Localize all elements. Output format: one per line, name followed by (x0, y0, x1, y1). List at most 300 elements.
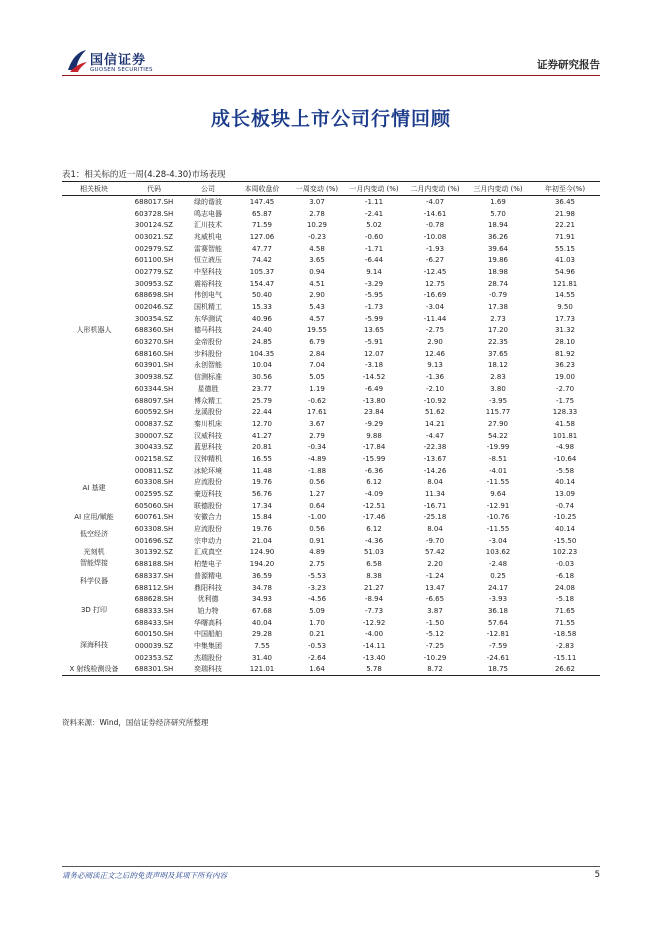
value-cell: -2.48 (488, 560, 508, 569)
page-number: 5 (594, 870, 600, 880)
table-row (62, 301, 600, 313)
value-cell: 37.65 (487, 349, 509, 358)
value-cell: 0.56 (309, 478, 325, 487)
value-cell: 9.13 (427, 361, 443, 370)
company-cell: 中集集团 (194, 641, 222, 650)
market-performance-table (62, 181, 600, 676)
value-cell: 41.27 (251, 431, 273, 440)
table-row (62, 406, 600, 418)
value-cell: 29.28 (251, 630, 273, 639)
table-row (62, 441, 600, 453)
table-header-row (62, 182, 600, 196)
value-cell: -0.34 (307, 443, 327, 452)
value-cell: -22.38 (423, 443, 447, 452)
table-row (62, 231, 600, 243)
value-cell: 40.04 (251, 618, 273, 627)
stock-code-cell: 601100.SH (134, 256, 174, 265)
value-cell: -4.47 (425, 431, 445, 440)
company-cell: 奕瑞科技 (182, 664, 234, 676)
value-cell: 1.64 (290, 664, 344, 676)
stock-code-cell: 605060.SH (134, 501, 174, 510)
value-cell: 19.55 (306, 326, 328, 335)
value-cell: 4.89 (309, 548, 325, 557)
company-cell: 德马科技 (194, 326, 222, 335)
value-cell: -0.79 (488, 291, 508, 300)
sector-cell: 人形机器人 (76, 325, 112, 334)
value-cell: -12.91 (486, 501, 510, 510)
value-cell: -25.18 (423, 513, 447, 522)
value-cell: -2.10 (425, 384, 445, 393)
value-cell: 10.29 (306, 221, 328, 230)
column-header: 一月内变动 (%) (344, 182, 404, 196)
table-row (62, 395, 600, 407)
value-cell: -4.00 (364, 630, 384, 639)
company-cell: 中国船舶 (194, 630, 222, 639)
guosen-logo-mark-icon (66, 48, 88, 74)
value-cell: 27.90 (487, 419, 509, 428)
value-cell: 18.94 (487, 221, 509, 230)
value-cell: 8.04 (427, 525, 443, 534)
value-cell: 1.19 (309, 384, 325, 393)
stock-code-cell: 688433.SH (134, 618, 174, 627)
value-cell: -16.71 (423, 501, 447, 510)
value-cell: -9.29 (364, 419, 384, 428)
value-cell: 71.91 (554, 232, 576, 241)
value-cell: -7.73 (364, 606, 384, 615)
value-cell: -1.11 (364, 197, 384, 206)
value-cell: 11.48 (251, 466, 273, 475)
table-row (62, 488, 600, 500)
company-cell: 秦川机床 (194, 419, 222, 428)
value-cell: 5.09 (309, 606, 325, 615)
value-cell: 34.93 (251, 595, 273, 604)
stock-code-cell: 603308.SH (134, 525, 174, 534)
value-cell: 124.90 (249, 548, 275, 557)
column-header: 年初至今(%) (530, 182, 600, 196)
value-cell: -2.41 (364, 209, 384, 218)
header-divider (62, 75, 600, 76)
value-cell: -0.62 (307, 396, 327, 405)
value-cell: 15.33 (251, 303, 273, 312)
table-row (62, 570, 600, 582)
sector-cell: AI 基建 (82, 483, 106, 492)
value-cell: 55.15 (554, 244, 576, 253)
company-cell: 冰轮环境 (194, 466, 222, 475)
company-cell: 联德股份 (194, 501, 222, 510)
value-cell: -1.73 (364, 303, 384, 312)
footer-divider (62, 866, 600, 867)
stock-code-cell: 002158.SZ (134, 454, 174, 463)
stock-code-cell: 600592.SH (134, 408, 174, 417)
value-cell: 22.44 (251, 408, 273, 417)
value-cell: 22.35 (487, 338, 509, 347)
value-cell: 18.98 (487, 267, 509, 276)
value-cell: 8.38 (366, 571, 382, 580)
value-cell: -0.78 (425, 221, 445, 230)
value-cell: 8.04 (427, 478, 443, 487)
value-cell: 3.87 (427, 606, 443, 615)
value-cell: 15.84 (251, 513, 273, 522)
stock-code-cell: 300433.SZ (134, 443, 174, 452)
table-row (62, 196, 600, 208)
value-cell: 19.76 (251, 525, 273, 534)
value-cell: -12.45 (423, 267, 447, 276)
sector-cell: 深海科技 (80, 641, 108, 650)
stock-code-cell: 688360.SH (134, 326, 174, 335)
stock-code-cell: 001696.SZ (134, 536, 174, 545)
value-cell: -15.50 (553, 536, 577, 545)
table-row (62, 558, 600, 570)
value-cell: 2.73 (490, 314, 506, 323)
value-cell: 19.86 (487, 256, 509, 265)
value-cell: -1.36 (425, 373, 445, 382)
value-cell: 14.21 (424, 419, 446, 428)
value-cell: -3.04 (425, 303, 445, 312)
value-cell: 67.68 (251, 606, 273, 615)
value-cell: 5.02 (366, 221, 382, 230)
table-row (62, 593, 600, 605)
value-cell: 7.55 (254, 641, 270, 650)
table-row (62, 617, 600, 629)
column-header: 本周收盘价 (234, 182, 290, 196)
stock-code-cell: 688698.SH (134, 291, 174, 300)
value-cell: -3.29 (364, 279, 384, 288)
value-cell: -9.70 (425, 536, 445, 545)
table-source-note: 资料来源：Wind，国信证券经济研究所整理 (62, 718, 209, 727)
company-cell: 柏楚电子 (194, 560, 222, 569)
value-cell: -6.49 (364, 384, 384, 393)
company-cell: 安徽合力 (194, 513, 222, 522)
company-cell: 龙溪股份 (194, 408, 222, 417)
value-cell: -3.93 (488, 595, 508, 604)
stock-code-cell: 603344.SH (134, 384, 174, 393)
value-cell: 21.04 (251, 536, 273, 545)
company-cell: 中坚科技 (194, 267, 222, 276)
table-row (62, 243, 600, 255)
value-cell: 56.76 (251, 490, 273, 499)
value-cell: -1.88 (307, 466, 327, 475)
value-cell: -10.76 (486, 513, 510, 522)
value-cell: -5.58 (555, 466, 575, 475)
value-cell: 19.00 (554, 373, 576, 382)
company-cell: 恒立液压 (194, 256, 222, 265)
value-cell: -2.70 (555, 384, 575, 393)
value-cell: 0.94 (309, 267, 325, 276)
company-cell: 普源精电 (194, 571, 222, 580)
value-cell: 26.62 (530, 664, 600, 676)
value-cell: -0.03 (555, 560, 575, 569)
value-cell: 47.77 (251, 244, 273, 253)
value-cell: 17.20 (487, 326, 509, 335)
value-cell: 105.37 (249, 267, 275, 276)
value-cell: -1.24 (425, 571, 445, 580)
value-cell: -3.23 (307, 583, 327, 592)
value-cell: 12.70 (251, 419, 273, 428)
table-row (62, 512, 600, 524)
value-cell: -1.93 (425, 244, 445, 253)
value-cell: 12.07 (363, 349, 385, 358)
value-cell: 24.17 (487, 583, 509, 592)
value-cell: -16.69 (423, 291, 447, 300)
stock-code-cell: 603270.SH (134, 338, 174, 347)
value-cell: -1.75 (555, 396, 575, 405)
value-cell: 5.70 (490, 209, 506, 218)
value-cell: 40.14 (554, 478, 576, 487)
column-header: 一周变动 (%) (290, 182, 344, 196)
value-cell: -1.00 (307, 513, 327, 522)
value-cell: -0.60 (364, 232, 384, 241)
value-cell: 9.14 (366, 267, 382, 276)
table-row (62, 266, 600, 278)
value-cell: 36.45 (554, 197, 576, 206)
value-cell: 18.12 (487, 361, 509, 370)
value-cell: 104.35 (249, 349, 275, 358)
value-cell: -4.09 (364, 490, 384, 499)
table-row (62, 371, 600, 383)
value-cell: -14.52 (362, 373, 386, 382)
company-cell: 伟创电气 (194, 291, 222, 300)
value-cell: 71.59 (251, 221, 273, 230)
value-cell: 0.25 (490, 571, 506, 580)
stock-code-cell: 300953.SZ (134, 279, 174, 288)
value-cell: 51.62 (424, 408, 446, 417)
value-cell: -4.56 (307, 595, 327, 604)
value-cell: 128.33 (552, 408, 578, 417)
value-cell: 7.04 (309, 361, 325, 370)
value-cell: -12.92 (362, 618, 386, 627)
table-caption: 表1：相关标的近一周(4.28-4.30)市场表现 (62, 170, 226, 180)
value-cell: 5.05 (309, 373, 325, 382)
stock-code-cell: 300938.SZ (134, 373, 174, 382)
table-row (62, 254, 600, 266)
value-cell: 2.90 (427, 338, 443, 347)
value-cell: 13.09 (554, 490, 576, 499)
logo-chinese-name: 国信证券 (90, 53, 147, 68)
stock-code-cell: 688337.SH (134, 571, 174, 580)
value-cell: -18.58 (553, 630, 577, 639)
value-cell: -10.08 (423, 232, 447, 241)
table-row (62, 383, 600, 395)
table-row (62, 336, 600, 348)
value-cell: -11.55 (486, 478, 510, 487)
value-cell: 6.58 (366, 560, 382, 569)
value-cell: -2.64 (307, 653, 327, 662)
value-cell: 40.96 (251, 314, 273, 323)
value-cell: 25.79 (251, 396, 273, 405)
stock-code-cell: 688112.SH (134, 583, 174, 592)
value-cell: 3.07 (309, 197, 325, 206)
value-cell: 2.78 (309, 209, 325, 218)
value-cell: 17.73 (554, 314, 576, 323)
value-cell: 13.47 (424, 583, 446, 592)
table-row (62, 523, 600, 535)
value-cell: 12.75 (424, 279, 446, 288)
value-cell: 2.79 (309, 431, 325, 440)
table-body (62, 196, 600, 676)
value-cell: 14.55 (554, 291, 576, 300)
value-cell: 39.64 (487, 244, 509, 253)
table-row (62, 325, 600, 337)
company-cell: 绿的谐波 (194, 197, 222, 206)
company-cell: 星德胜 (197, 384, 219, 393)
value-cell: -3.04 (488, 536, 508, 545)
stock-code-cell: 600150.SH (134, 630, 174, 639)
value-cell: -2.83 (555, 641, 575, 650)
company-cell: 鸣志电器 (194, 209, 222, 218)
value-cell: -5.12 (425, 630, 445, 639)
value-cell: 4.51 (309, 279, 325, 288)
sector-cell: 科学仪器 (80, 577, 108, 586)
company-cell: 博众精工 (194, 396, 222, 405)
value-cell: 9.50 (557, 303, 573, 312)
stock-code-cell: 300007.SZ (134, 431, 174, 440)
company-cell: 鼎阳科技 (194, 583, 222, 592)
value-cell: 17.38 (487, 303, 509, 312)
value-cell: 54.96 (554, 267, 576, 276)
value-cell: -8.94 (364, 595, 384, 604)
value-cell: -8.51 (488, 454, 508, 463)
value-cell: 24.40 (251, 326, 273, 335)
company-cell: 应流股份 (194, 525, 222, 534)
stock-code-cell: 688017.SH (134, 197, 174, 206)
value-cell: -24.61 (486, 653, 510, 662)
company-cell: 永创智能 (194, 361, 222, 370)
value-cell: 21.98 (554, 209, 576, 218)
value-cell: 127.06 (249, 232, 275, 241)
value-cell: -4.07 (425, 197, 445, 206)
company-cell: 铂力特 (197, 606, 219, 615)
stock-code-cell: 002353.SZ (134, 653, 174, 662)
value-cell: 0.64 (309, 501, 325, 510)
stock-code-cell: 002595.SZ (134, 490, 174, 499)
value-cell: -19.99 (486, 443, 510, 452)
value-cell: 23.84 (363, 408, 385, 417)
value-cell: -5.18 (555, 595, 575, 604)
value-cell: 57.42 (424, 548, 446, 557)
stock-code-cell: 688188.SH (134, 560, 174, 569)
value-cell: 81.92 (554, 349, 576, 358)
value-cell: 147.45 (249, 197, 275, 206)
value-cell: 2.75 (309, 560, 325, 569)
table-row (62, 278, 600, 290)
company-cell: 杰瑞股份 (194, 653, 222, 662)
value-cell: -6.65 (425, 595, 445, 604)
value-cell: 65.87 (251, 209, 273, 218)
stock-code-cell: 688160.SH (134, 349, 174, 358)
company-cell: 汉威科技 (194, 431, 222, 440)
value-cell: 194.20 (249, 560, 275, 569)
value-cell: 36.18 (487, 606, 509, 615)
stock-code-cell: 000837.SZ (134, 419, 174, 428)
value-cell: -10.25 (553, 513, 577, 522)
stock-code-cell: 688333.SH (134, 606, 174, 615)
value-cell: 71.65 (554, 606, 576, 615)
value-cell: 3.67 (309, 419, 325, 428)
company-cell: 东华测试 (194, 314, 222, 323)
value-cell: 1.70 (309, 618, 325, 627)
company-cell: 汉钟精机 (194, 454, 222, 463)
table-row (62, 219, 600, 231)
value-cell: 121.01 (234, 664, 290, 676)
value-cell: 6.79 (309, 338, 325, 347)
value-cell: -0.53 (307, 641, 327, 650)
value-cell: -15.11 (553, 653, 577, 662)
table-row (62, 465, 600, 477)
table-row (62, 360, 600, 372)
value-cell: 34.78 (251, 583, 273, 592)
stock-code-cell: 002979.SZ (134, 244, 174, 253)
value-cell: -17.46 (362, 513, 386, 522)
value-cell: 8.72 (404, 664, 466, 676)
value-cell: 13.65 (363, 326, 385, 335)
sector-cell: 光刻机 智能焊接 (80, 548, 108, 568)
stock-code-cell: 603901.SH (134, 361, 174, 370)
stock-code-cell: 688097.SH (134, 396, 174, 405)
table-row (62, 290, 600, 302)
stock-code-cell: 603728.SH (134, 209, 174, 218)
table-row (62, 430, 600, 442)
value-cell: 2.20 (427, 560, 443, 569)
value-cell: -13.67 (423, 454, 447, 463)
stock-code-cell: 688628.SH (134, 595, 174, 604)
table-row (62, 313, 600, 325)
company-cell: 汇成真空 (194, 548, 222, 557)
value-cell: 74.42 (251, 256, 273, 265)
value-cell: -1.71 (364, 244, 384, 253)
stock-code-cell: 688301.SH (126, 664, 182, 676)
value-cell: 71.55 (554, 618, 576, 627)
stock-code-cell: 603308.SH (134, 478, 174, 487)
stock-code-cell: 002046.SZ (134, 303, 174, 312)
value-cell: 154.47 (249, 279, 275, 288)
value-cell: 102.23 (552, 548, 578, 557)
value-cell: 31.32 (554, 326, 576, 335)
value-cell: -5.95 (364, 291, 384, 300)
value-cell: -12.81 (486, 630, 510, 639)
value-cell: 23.77 (251, 384, 273, 393)
sector-cell: AI 应用/赋能 (74, 512, 114, 521)
company-cell: 金帝股份 (194, 338, 222, 347)
company-cell: 优利德 (197, 595, 219, 604)
value-cell: -15.99 (362, 454, 386, 463)
value-cell: 57.64 (487, 618, 509, 627)
value-cell: 36.59 (251, 571, 273, 580)
value-cell: 10.04 (251, 361, 273, 370)
page-title: 成长板块上市公司行情回顾 (210, 108, 451, 130)
value-cell: 50.40 (251, 291, 273, 300)
value-cell: 9.88 (366, 431, 382, 440)
value-cell: -4.98 (555, 443, 575, 452)
value-cell: -17.84 (362, 443, 386, 452)
value-cell: 0.21 (309, 630, 325, 639)
value-cell: 115.77 (485, 408, 511, 417)
company-cell: 国机精工 (194, 303, 222, 312)
page-header (0, 0, 662, 80)
value-cell: -11.44 (423, 314, 447, 323)
value-cell: 1.27 (309, 490, 325, 499)
value-cell: 20.81 (251, 443, 273, 452)
value-cell: -14.11 (362, 641, 386, 650)
table-row (62, 547, 600, 559)
value-cell: -6.36 (364, 466, 384, 475)
company-cell: 兆威机电 (194, 232, 222, 241)
table-row (62, 453, 600, 465)
footer-disclaimer: 请务必阅读正文之后的免责声明及其项下所有内容 (62, 871, 227, 880)
value-cell: -12.51 (362, 501, 386, 510)
value-cell: 28.74 (487, 279, 509, 288)
column-header: 二月内变动 (%) (404, 182, 466, 196)
value-cell: 11.34 (424, 490, 446, 499)
